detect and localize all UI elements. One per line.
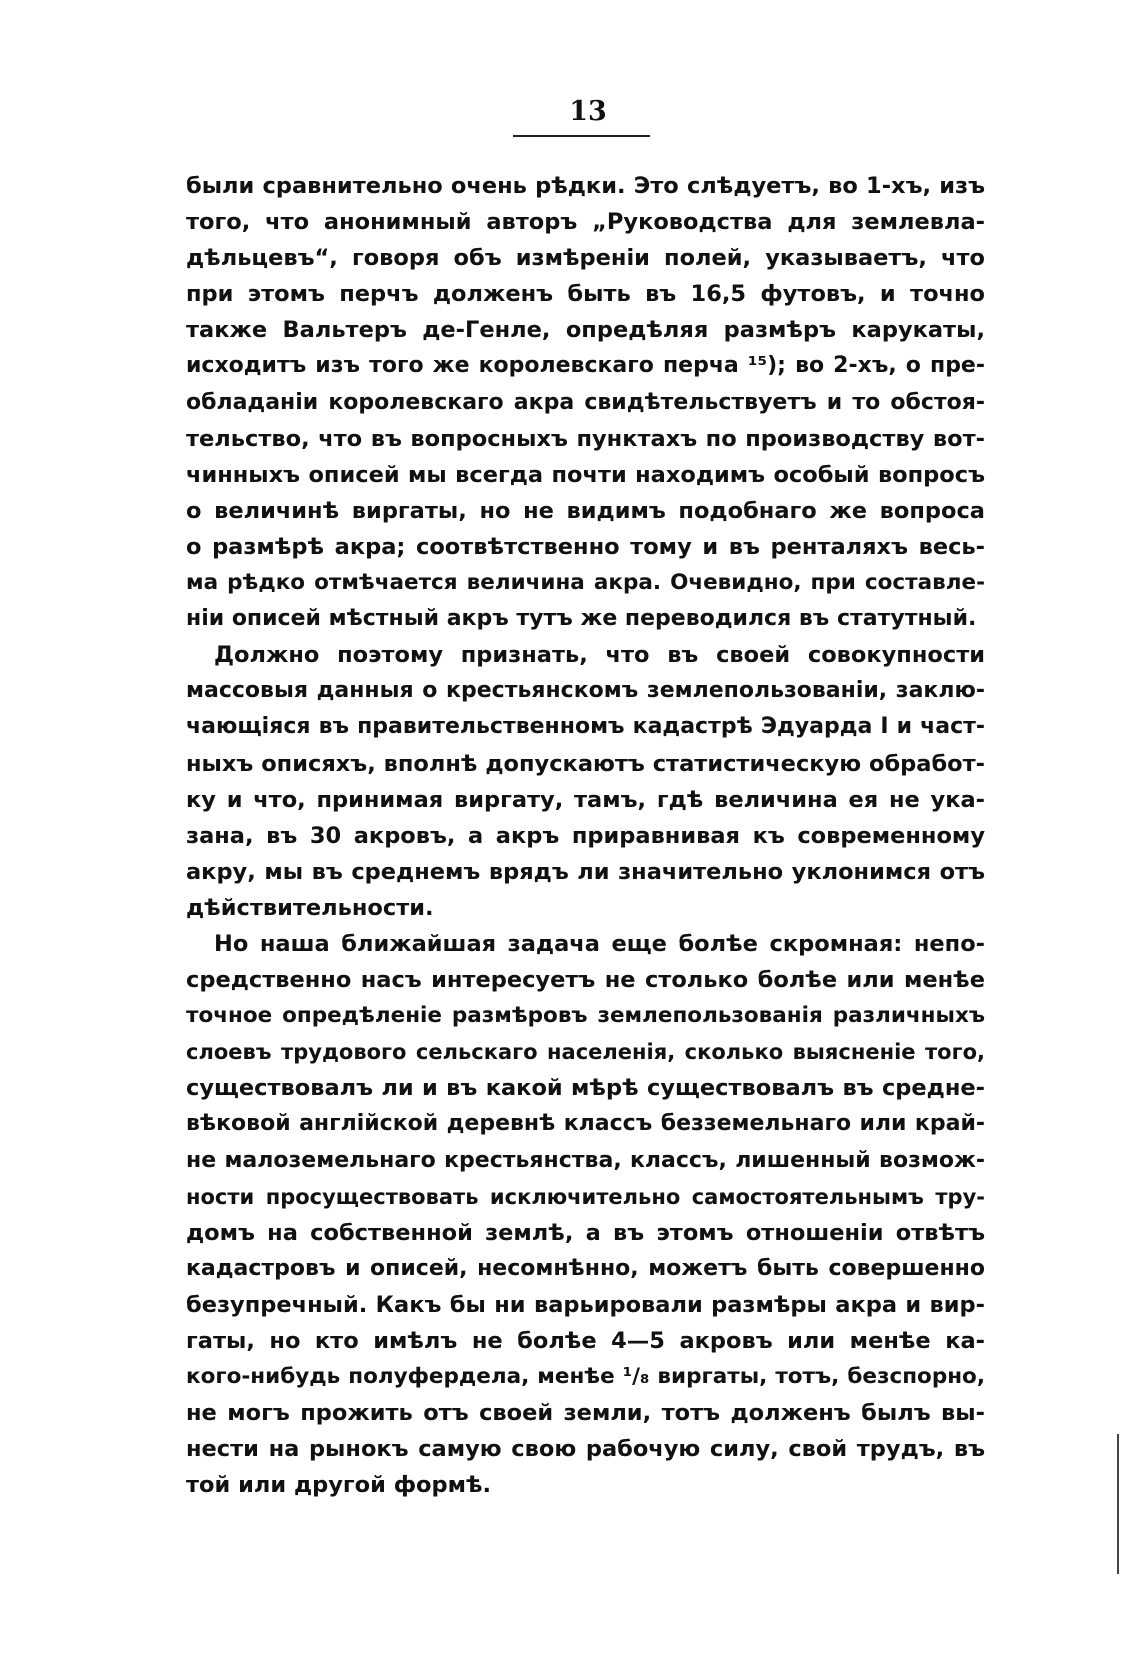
text-line: того, что анонимный авторъ „Руководства для землевла- [186, 209, 985, 236]
text-line: ніи описей мѣстный акръ тутъ же переводился въ статутный. [186, 606, 977, 632]
text-line: Должно поэтому признать, что въ своей совокупности [214, 642, 985, 669]
text-line: о величинѣ виргаты, но не видимъ подобнаго же вопроса [186, 497, 985, 524]
text-line: слоевъ трудового сельскаго населенія, сколько выясненіе того, [186, 1040, 985, 1065]
text-line: ма рѣдко отмѣчается величина акра. Очевидно, при составле- [186, 570, 985, 596]
text-line: Но наша ближайшая задача еще болѣе скромная: непо- [214, 930, 985, 957]
page-number: 13 [569, 96, 607, 127]
text-line: гаты, но кто имѣлъ не болѣе 4—5 акровъ или менѣе ка- [186, 1328, 985, 1354]
text-line: домъ на собственной землѣ, а въ этомъ отношеніи отвѣтъ [186, 1219, 985, 1246]
text-line: не малоземельнаго крестьянства, классъ, лишенный возмож- [186, 1147, 985, 1173]
text-line: существовалъ ли и въ какой мѣрѣ существовалъ въ средне- [186, 1075, 985, 1102]
text-line: обладаніи королевскаго акра свидѣтельствуетъ и то обстоя- [186, 389, 985, 415]
page-number-rule [513, 135, 650, 137]
text-line: тельство, что въ вопросныхъ пунктахъ по производству вот- [186, 425, 985, 452]
text-line: не могъ прожить отъ своей земли, тотъ долженъ былъ вы- [186, 1400, 985, 1427]
text-line: зана, въ 30 акровъ, а акръ приравнивая къ современному [186, 822, 985, 849]
text-line: чинныхъ описей мы всегда почти находимъ особый вопросъ [186, 461, 985, 488]
text-line: при этомъ перчъ долженъ быть въ 16,5 футовъ, и точно [186, 281, 985, 308]
text-line: кадастровъ и описей, несомнѣнно, можетъ быть совершенно [186, 1255, 985, 1281]
text-line: точное опредѣленіе размѣровъ землепользованія различныхъ [186, 1003, 985, 1029]
text-line: той или другой формѣ. [186, 1472, 492, 1499]
text-line: вѣковой англійской деревнѣ классъ безземельнаго или край- [186, 1111, 985, 1137]
text-line: акру, мы въ среднемъ врядъ ли значительно уклонимся отъ [186, 858, 985, 885]
text-line: безупречный. Какъ бы ни варьировали размѣры акра и вир- [186, 1291, 985, 1318]
text-line: ку и что, принимая виргату, тамъ, гдѣ величина ея не ука- [186, 786, 985, 813]
text-line: были сравнительно очень рѣдки. Это слѣдуетъ, во 1-хъ, изъ [186, 173, 985, 199]
text-line: о размѣрѣ акра; соотвѣтственно тому и въ ренталяхъ весь- [186, 533, 985, 560]
text-line: нести на рынокъ самую свою рабочую силу, свой трудъ, въ [186, 1436, 985, 1463]
text-line: массовыя данныя о крестьянскомъ землепользованіи, заклю- [186, 678, 985, 704]
text-line: также Вальтеръ де-Генле, опредѣляя размѣръ карукаты, [186, 317, 985, 344]
text-line: дѣльцевъ“, говоря объ измѣреніи полей, указываетъ, что [186, 245, 985, 272]
text-line: чающіяся въ правительственномъ кадастрѣ Эдуарда I и част- [186, 714, 985, 740]
body-text [186, 168, 985, 1503]
text-line: дѣйствительности. [186, 894, 434, 921]
text-line: ныхъ описяхъ, вполнѣ допускаютъ статистическую обработ- [186, 750, 985, 777]
margin-mark [1117, 1434, 1119, 1574]
text-line: кого-нибудь полуфердела, менѣе ¹/₈ виргаты, тотъ, безспорно, [186, 1364, 985, 1390]
text-line: исходитъ изъ того же королевскаго перча ¹⁵); во 2-хъ, о пре- [186, 353, 985, 379]
text-line: ности просуществовать исключительно самостоятельнымъ тру- [186, 1184, 985, 1209]
text-line: средственно насъ интересуетъ не столько болѣе или менѣе [186, 967, 985, 994]
